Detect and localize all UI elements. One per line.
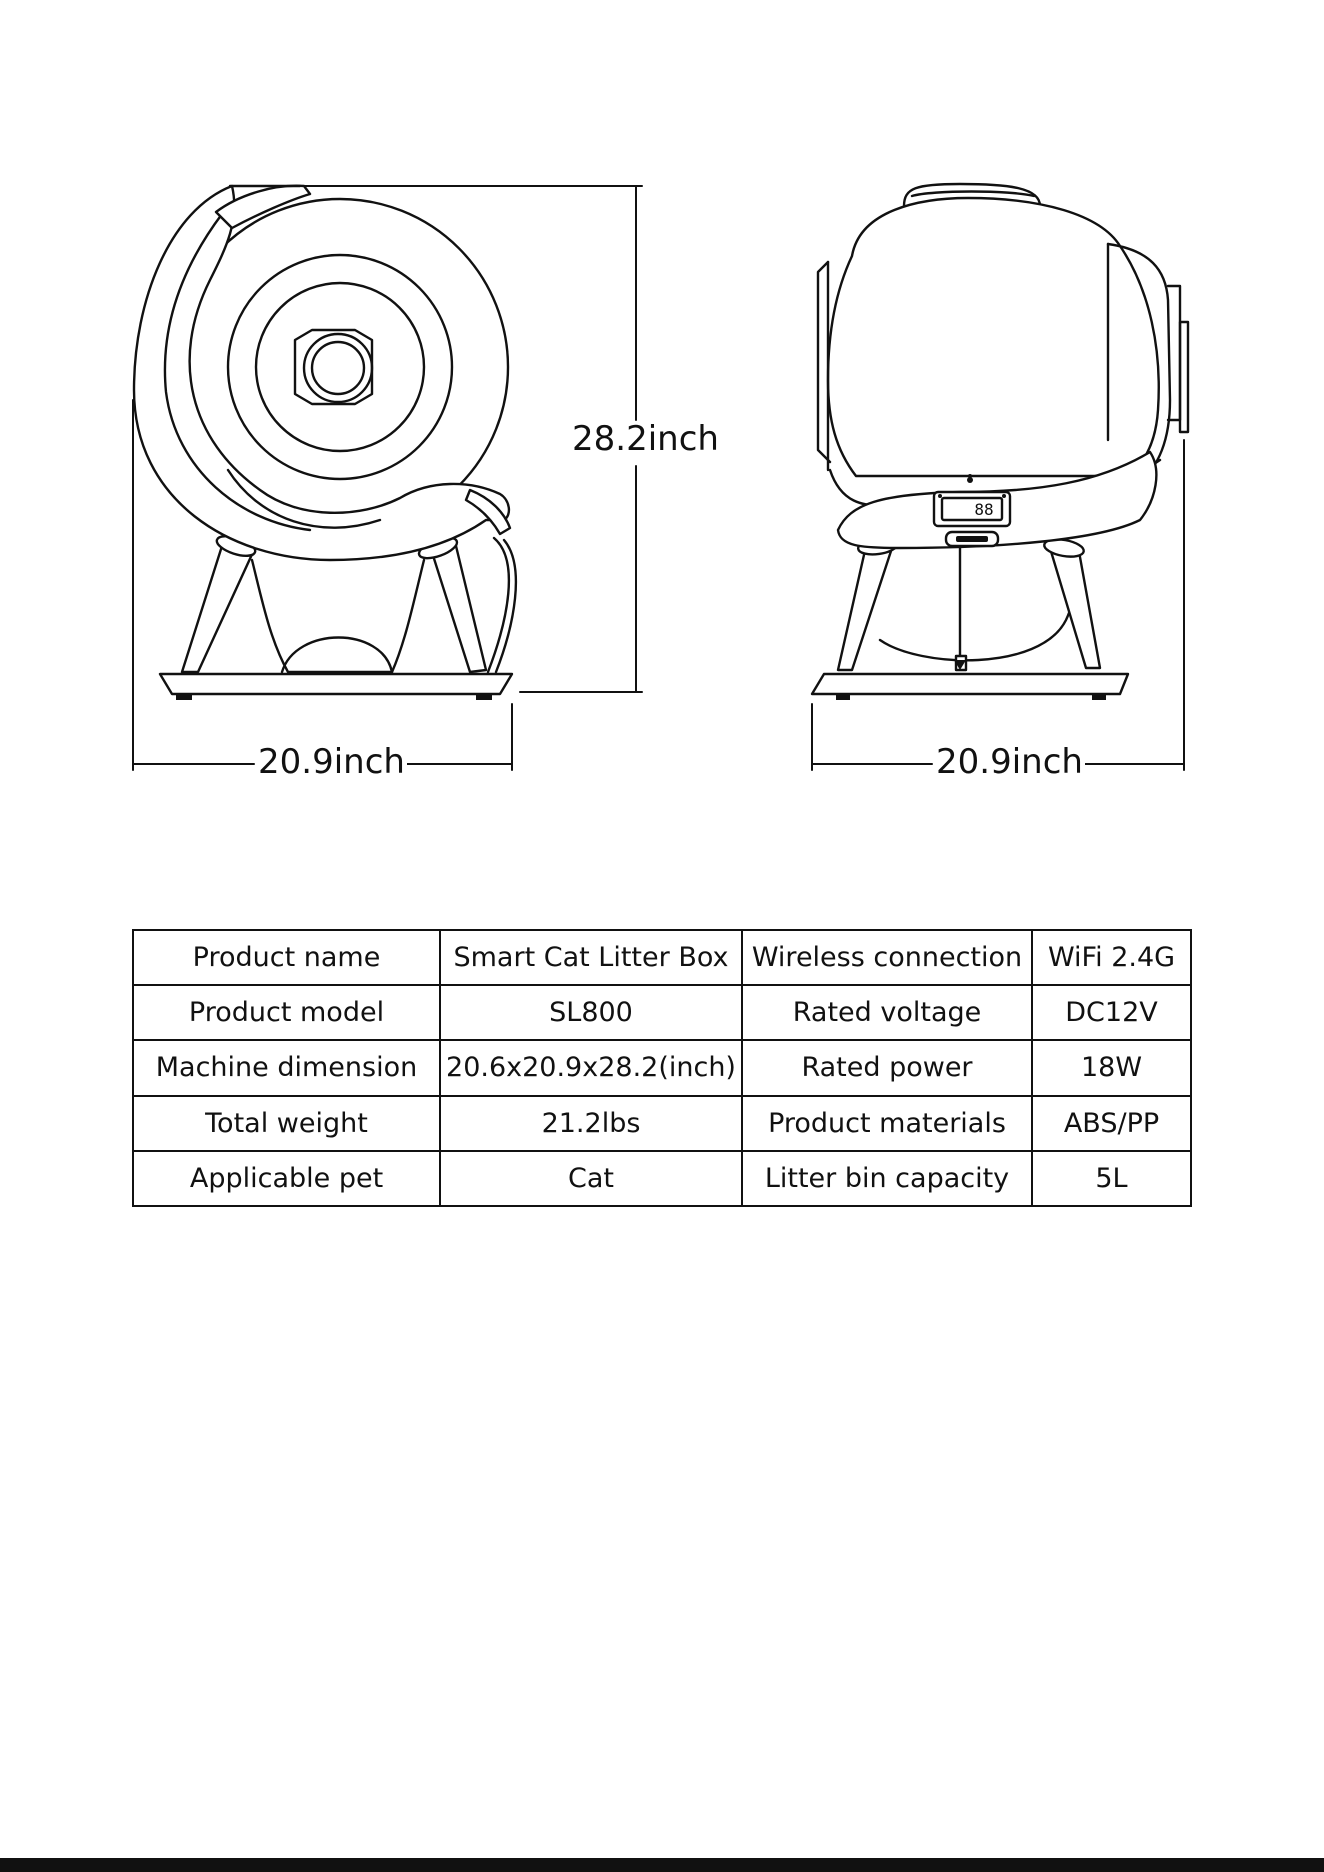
front-view-leg-right (1050, 546, 1100, 668)
spec-label: Rated power (742, 1040, 1032, 1095)
spec-label: Product model (133, 985, 440, 1040)
spec-value: WiFi 2.4G (1032, 930, 1191, 985)
spec-label: Product name (133, 930, 440, 985)
spec-label: Product materials (742, 1096, 1032, 1151)
table-row (133, 985, 1191, 1040)
spec-value: Smart Cat Litter Box (440, 930, 742, 985)
spec-value: 5L (1032, 1151, 1191, 1206)
width-dimension-label-right: 20.9inch (936, 742, 1083, 782)
bottom-border-bar (0, 1858, 1324, 1872)
side-view-leg-right (430, 546, 486, 672)
side-view-litter-bin (252, 560, 424, 672)
table-row (133, 1040, 1191, 1095)
spec-label: Rated voltage (742, 985, 1032, 1040)
front-view-drawing (812, 184, 1188, 764)
spec-label: Wireless connection (742, 930, 1032, 985)
front-view-foot-left (836, 694, 850, 700)
table-row (133, 1096, 1191, 1151)
front-view-leg-left (838, 546, 892, 670)
table-row (133, 1151, 1191, 1206)
spec-value: 21.2lbs (440, 1096, 742, 1151)
side-view-drawing (134, 186, 516, 700)
spec-label: Total weight (133, 1096, 440, 1151)
spec-label: Litter bin capacity (742, 1151, 1032, 1206)
side-view-leg-left (182, 546, 254, 672)
front-view-foot-right (1092, 694, 1106, 700)
spec-value: 18W (1032, 1040, 1191, 1095)
table-row (133, 930, 1191, 985)
spec-value: ABS/PP (1032, 1096, 1191, 1151)
side-view-base-plate (160, 674, 512, 694)
height-dimension-label: 28.2inch (572, 419, 719, 459)
spec-value: 20.6x20.9x28.2(inch) (440, 1040, 742, 1095)
spec-label: Applicable pet (133, 1151, 440, 1206)
spec-label: Machine dimension (133, 1040, 440, 1095)
width-dimension-label-left: 20.9inch (258, 742, 405, 782)
front-view-base-plate (812, 674, 1128, 694)
spec-value: Cat (440, 1151, 742, 1206)
svg-text:88: 88 (974, 500, 994, 519)
side-view-foot-right (476, 694, 492, 700)
spec-value: SL800 (440, 985, 742, 1040)
side-view-foot-left (176, 694, 192, 700)
spec-value: DC12V (1032, 985, 1191, 1040)
spec-table (132, 929, 1192, 1207)
